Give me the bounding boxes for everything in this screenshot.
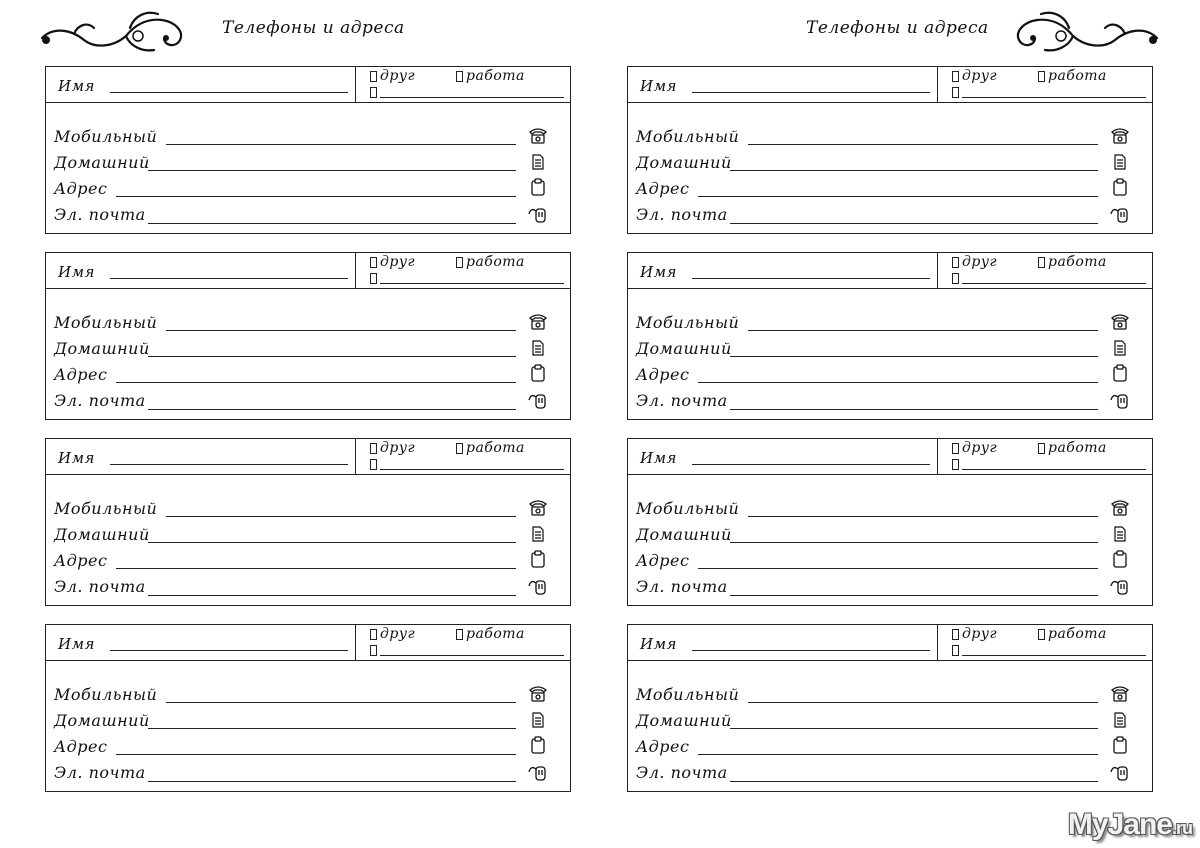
document-icon (528, 710, 548, 730)
work-checkbox[interactable] (1038, 71, 1045, 82)
address-label: Адрес (54, 551, 108, 570)
other-checkbox[interactable] (370, 645, 377, 656)
document-icon (528, 152, 548, 172)
other-category-field[interactable] (380, 97, 564, 98)
telephone-icon (1110, 683, 1130, 703)
mobile-label: Мобильный (54, 685, 158, 704)
friend-label: друг (380, 254, 416, 270)
card-header (628, 625, 1152, 661)
contact-card (45, 438, 571, 606)
name-field[interactable] (110, 278, 348, 279)
email-field[interactable] (148, 409, 516, 410)
mobile-field[interactable] (748, 516, 1098, 517)
work-checkbox[interactable] (456, 443, 463, 454)
contact-card (627, 66, 1153, 234)
friend-label: друг (962, 440, 998, 456)
mobile-field[interactable] (166, 144, 516, 145)
card-header (628, 439, 1152, 475)
contact-card (45, 66, 571, 234)
name-field[interactable] (110, 464, 348, 465)
mouse-icon (1110, 389, 1130, 409)
card-header (628, 67, 1152, 103)
email-field[interactable] (730, 595, 1098, 596)
mouse-icon (528, 575, 548, 595)
other-category-field[interactable] (962, 97, 1146, 98)
page-title: Телефоны и адреса (806, 18, 989, 38)
home-phone-field[interactable] (730, 542, 1098, 543)
home-phone-field[interactable] (148, 542, 516, 543)
name-label: Имя (58, 77, 95, 95)
card-header (46, 67, 570, 103)
clipboard-icon (1110, 735, 1130, 755)
friend-checkbox[interactable] (370, 629, 377, 640)
mobile-field[interactable] (748, 144, 1098, 145)
home-phone-label: Домашний (54, 153, 150, 172)
clipboard-icon (1110, 549, 1130, 569)
email-label: Эл. почта (54, 391, 146, 410)
mouse-icon (1110, 203, 1130, 223)
other-category-field[interactable] (962, 655, 1146, 656)
mobile-label: Мобильный (636, 499, 740, 518)
mouse-icon (1110, 761, 1130, 781)
name-label: Имя (58, 263, 95, 281)
mobile-label: Мобильный (54, 313, 158, 332)
name-field[interactable] (692, 92, 930, 93)
friend-label: друг (962, 68, 998, 84)
right-page (600, 0, 1200, 848)
document-icon (528, 338, 548, 358)
home-phone-field[interactable] (148, 170, 516, 171)
mobile-label: Мобильный (636, 685, 740, 704)
work-checkbox[interactable] (456, 71, 463, 82)
email-label: Эл. почта (54, 205, 146, 224)
clipboard-icon (528, 177, 548, 197)
divider (355, 67, 356, 102)
clipboard-icon (1110, 177, 1130, 197)
email-label: Эл. почта (636, 763, 728, 782)
address-label: Адрес (636, 179, 690, 198)
work-label: работа (1048, 68, 1107, 84)
home-phone-label: Домашний (636, 525, 732, 544)
email-label: Эл. почта (636, 577, 728, 596)
divider (937, 253, 938, 288)
address-field[interactable] (116, 568, 516, 569)
home-phone-label: Домашний (636, 339, 732, 358)
mobile-field[interactable] (166, 330, 516, 331)
mobile-label: Мобильный (636, 127, 740, 146)
work-checkbox[interactable] (1038, 443, 1045, 454)
name-label: Имя (640, 263, 677, 281)
telephone-icon (528, 311, 548, 331)
home-phone-field[interactable] (730, 356, 1098, 357)
home-phone-field[interactable] (148, 356, 516, 357)
work-label: работа (466, 254, 525, 270)
friend-label: друг (380, 440, 416, 456)
card-header (46, 253, 570, 289)
name-label: Имя (58, 449, 95, 467)
address-field[interactable] (116, 382, 516, 383)
card-header (628, 253, 1152, 289)
other-checkbox[interactable] (952, 273, 959, 284)
divider (937, 625, 938, 660)
other-category-field[interactable] (380, 469, 564, 470)
name-label: Имя (640, 635, 677, 653)
other-checkbox[interactable] (370, 459, 377, 470)
work-label: работа (466, 626, 525, 642)
contact-card (45, 624, 571, 792)
email-label: Эл. почта (54, 763, 146, 782)
mouse-icon (528, 203, 548, 223)
telephone-icon (1110, 311, 1130, 331)
friend-checkbox[interactable] (370, 443, 377, 454)
divider (937, 439, 938, 474)
watermark-tld: .ru (1171, 818, 1192, 838)
name-field[interactable] (692, 464, 930, 465)
work-label: работа (466, 440, 525, 456)
email-label: Эл. почта (636, 391, 728, 410)
document-icon (1110, 338, 1130, 358)
other-checkbox[interactable] (370, 87, 377, 98)
address-label: Адрес (636, 365, 690, 384)
other-category-field[interactable] (962, 469, 1146, 470)
friend-checkbox[interactable] (952, 443, 959, 454)
telephone-icon (528, 125, 548, 145)
contact-card (627, 252, 1153, 420)
name-label: Имя (58, 635, 95, 653)
mouse-icon (528, 761, 548, 781)
telephone-icon (528, 683, 548, 703)
work-label: работа (1048, 254, 1107, 270)
friend-checkbox[interactable] (952, 629, 959, 640)
mouse-icon (528, 389, 548, 409)
address-field[interactable] (698, 382, 1098, 383)
other-checkbox[interactable] (952, 459, 959, 470)
name-field[interactable] (110, 92, 348, 93)
work-checkbox[interactable] (456, 257, 463, 268)
work-checkbox[interactable] (1038, 629, 1045, 640)
mobile-field[interactable] (166, 702, 516, 703)
divider (937, 67, 938, 102)
work-checkbox[interactable] (1038, 257, 1045, 268)
watermark-logo (1068, 808, 1192, 842)
other-category-field[interactable] (380, 283, 564, 284)
flourish-ornament-icon (1005, 6, 1165, 56)
contact-card (45, 252, 571, 420)
friend-checkbox[interactable] (370, 257, 377, 268)
name-label: Имя (640, 449, 677, 467)
friend-label: друг (962, 626, 998, 642)
email-field[interactable] (148, 781, 516, 782)
telephone-icon (1110, 497, 1130, 517)
card-header (46, 625, 570, 661)
address-field[interactable] (698, 196, 1098, 197)
clipboard-icon (528, 363, 548, 383)
divider (355, 625, 356, 660)
name-field[interactable] (110, 650, 348, 651)
clipboard-icon (1110, 363, 1130, 383)
friend-checkbox[interactable] (952, 71, 959, 82)
friend-label: друг (380, 626, 416, 642)
address-field[interactable] (116, 196, 516, 197)
mobile-label: Мобильный (636, 313, 740, 332)
work-label: работа (1048, 626, 1107, 642)
friend-checkbox[interactable] (952, 257, 959, 268)
name-label: Имя (640, 77, 677, 95)
work-label: работа (466, 68, 525, 84)
email-label: Эл. почта (636, 205, 728, 224)
name-field[interactable] (692, 650, 930, 651)
other-category-field[interactable] (380, 655, 564, 656)
email-field[interactable] (730, 223, 1098, 224)
card-header (46, 439, 570, 475)
document-icon (528, 524, 548, 544)
flourish-ornament-icon (34, 6, 194, 56)
mouse-icon (1110, 575, 1130, 595)
telephone-icon (1110, 125, 1130, 145)
email-label: Эл. почта (54, 577, 146, 596)
other-category-field[interactable] (962, 283, 1146, 284)
divider (355, 439, 356, 474)
email-field[interactable] (148, 223, 516, 224)
other-checkbox[interactable] (952, 645, 959, 656)
friend-checkbox[interactable] (370, 71, 377, 82)
address-label: Адрес (636, 551, 690, 570)
home-phone-field[interactable] (730, 728, 1098, 729)
name-field[interactable] (692, 278, 930, 279)
contact-card (627, 438, 1153, 606)
page-title: Телефоны и адреса (222, 18, 405, 38)
address-label: Адрес (54, 179, 108, 198)
contact-card (627, 624, 1153, 792)
home-phone-label: Домашний (54, 711, 150, 730)
document-icon (1110, 710, 1130, 730)
watermark-text: MyJane (1067, 808, 1172, 841)
email-field[interactable] (148, 595, 516, 596)
mobile-label: Мобильный (54, 127, 158, 146)
document-icon (1110, 524, 1130, 544)
work-checkbox[interactable] (456, 629, 463, 640)
clipboard-icon (528, 735, 548, 755)
address-label: Адрес (54, 737, 108, 756)
other-checkbox[interactable] (370, 273, 377, 284)
home-phone-label: Домашний (54, 339, 150, 358)
other-checkbox[interactable] (952, 87, 959, 98)
address-label: Адрес (636, 737, 690, 756)
telephone-icon (528, 497, 548, 517)
mobile-field[interactable] (166, 516, 516, 517)
mobile-field[interactable] (748, 702, 1098, 703)
home-phone-label: Домашний (54, 525, 150, 544)
home-phone-field[interactable] (148, 728, 516, 729)
friend-label: друг (380, 68, 416, 84)
work-label: работа (1048, 440, 1107, 456)
email-field[interactable] (730, 781, 1098, 782)
mobile-label: Мобильный (54, 499, 158, 518)
home-phone-field[interactable] (730, 170, 1098, 171)
address-field[interactable] (116, 754, 516, 755)
divider (355, 253, 356, 288)
document-icon (1110, 152, 1130, 172)
mobile-field[interactable] (748, 330, 1098, 331)
address-field[interactable] (698, 568, 1098, 569)
address-field[interactable] (698, 754, 1098, 755)
clipboard-icon (528, 549, 548, 569)
email-field[interactable] (730, 409, 1098, 410)
address-label: Адрес (54, 365, 108, 384)
home-phone-label: Домашний (636, 153, 732, 172)
friend-label: друг (962, 254, 998, 270)
home-phone-label: Домашний (636, 711, 732, 730)
